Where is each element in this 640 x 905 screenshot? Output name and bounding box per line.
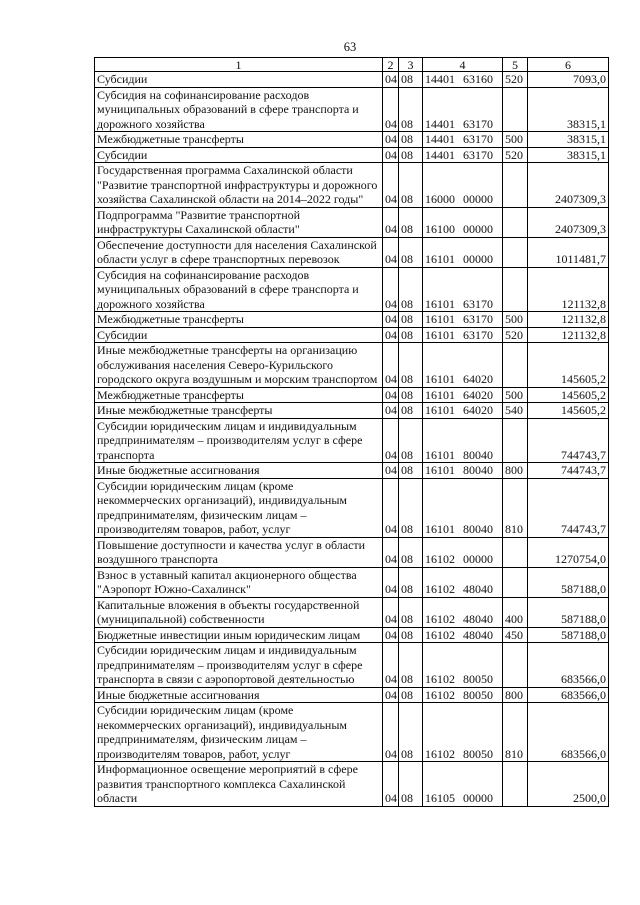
row-section-cell: 04 xyxy=(383,267,399,312)
row-expense-type-cell: 800 xyxy=(503,687,528,703)
table-row xyxy=(95,478,609,537)
row-subsection-cell: 08 xyxy=(399,627,423,643)
table-row xyxy=(95,87,609,132)
row-expense-type-cell xyxy=(503,537,528,567)
row-target-article-program: 16101 xyxy=(425,387,455,402)
row-subsection-cell: 08 xyxy=(399,478,423,537)
row-name-cell: Подпрограмма "Развитие транспортной инфраструктуры Сахалинской области" xyxy=(95,207,383,237)
table-row xyxy=(95,627,609,643)
row-name-cell: Субсидия на софинансирование расходов муниципальных образований в сфере транспорта и дорожного хозяйства xyxy=(95,87,383,132)
row-name-cell: Субсидия на софинансирование расходов муниципальных образований в сфере транспорта и дорожного хозяйства xyxy=(95,267,383,312)
row-target-article-direction: 63170 xyxy=(463,327,493,342)
row-target-article-direction: 64020 xyxy=(463,372,493,386)
row-section-cell: 04 xyxy=(383,762,399,807)
row-name-cell: Обеспечение доступности для населения Сахалинской области услуг в сфере транспортных перевозок xyxy=(95,237,383,267)
table-row xyxy=(95,687,609,703)
table-row xyxy=(95,72,609,88)
row-expense-type-cell xyxy=(503,343,528,388)
row-expense-type-cell xyxy=(503,643,528,688)
row-section-cell: 04 xyxy=(383,643,399,688)
row-name-cell: Иные межбюджетные трансферты на организацию обслуживания населения Северо-Курильского городского округа воздушным и морским транспортом xyxy=(95,343,383,388)
row-target-article-program: 16101 xyxy=(425,312,455,326)
row-section-cell: 04 xyxy=(383,327,399,343)
row-name-cell: Субсидии xyxy=(95,72,383,88)
row-target-article-direction: 63170 xyxy=(463,116,493,131)
row-expense-type-cell: 520 xyxy=(503,327,528,343)
row-target-article-cell xyxy=(423,537,503,567)
row-subsection-cell: 08 xyxy=(399,327,423,343)
row-subsection-cell: 08 xyxy=(399,87,423,132)
row-section-cell: 04 xyxy=(383,207,399,237)
row-target-article-program: 16105 xyxy=(425,791,455,805)
column-header: 6 xyxy=(528,58,609,72)
row-sum-cell: 1011481,7 xyxy=(528,237,609,267)
row-subsection-cell: 08 xyxy=(399,403,423,419)
row-expense-type-cell: 500 xyxy=(503,132,528,148)
row-subsection-cell: 08 xyxy=(399,207,423,237)
table-row xyxy=(95,567,609,597)
row-expense-type-cell: 450 xyxy=(503,627,528,643)
table-row xyxy=(95,147,609,163)
row-name-cell: Межбюджетные трансферты xyxy=(95,387,383,403)
row-section-cell: 04 xyxy=(383,72,399,88)
row-section-cell: 04 xyxy=(383,87,399,132)
row-target-article-direction: 80040 xyxy=(463,463,493,477)
row-sum-cell: 587188,0 xyxy=(528,597,609,627)
row-target-article-cell xyxy=(423,132,503,148)
row-sum-cell: 121132,8 xyxy=(528,267,609,312)
row-target-article-direction: 64020 xyxy=(463,403,493,417)
row-name-cell: Информационное освещение мероприятий в сфере развития транспортного комплекса Сахалинской области xyxy=(95,762,383,807)
row-target-article-cell xyxy=(423,687,503,703)
row-sum-cell: 744743,7 xyxy=(528,478,609,537)
row-name-cell: Иные межбюджетные трансферты xyxy=(95,403,383,419)
budget-table xyxy=(94,57,609,807)
table-header-row xyxy=(95,58,609,72)
row-target-article-cell xyxy=(423,343,503,388)
row-target-article-program: 16102 xyxy=(425,746,455,761)
row-target-article-cell xyxy=(423,627,503,643)
row-target-article-program: 14401 xyxy=(425,147,455,162)
row-target-article-program: 16100 xyxy=(425,222,455,236)
row-target-article-direction: 63170 xyxy=(463,312,493,326)
row-section-cell: 04 xyxy=(383,703,399,762)
row-target-article-program: 16101 xyxy=(425,372,455,386)
table-row xyxy=(95,207,609,237)
row-target-article-program: 14401 xyxy=(425,72,455,86)
row-name-cell: Бюджетные инвестиции иным юридическим лицам xyxy=(95,627,383,643)
table-row xyxy=(95,597,609,627)
row-section-cell: 04 xyxy=(383,147,399,163)
row-name-cell: Субсидии xyxy=(95,327,383,343)
row-target-article-direction: 00000 xyxy=(463,791,493,805)
table-row xyxy=(95,537,609,567)
row-target-article-cell xyxy=(423,567,503,597)
row-target-article-direction: 63170 xyxy=(463,296,493,311)
row-name-cell: Иные бюджетные ассигнования xyxy=(95,463,383,479)
row-sum-cell: 121132,8 xyxy=(528,312,609,328)
row-target-article-program: 14401 xyxy=(425,132,455,146)
page-number: 63 xyxy=(343,40,357,54)
row-target-article-cell xyxy=(423,762,503,807)
row-expense-type-cell: 400 xyxy=(503,597,528,627)
row-sum-cell: 121132,8 xyxy=(528,327,609,343)
row-name-cell: Государственная программа Сахалинской области "Развитие транспортной инфраструктуры и дорожного хозяйства Сахалинской области на 2014–2022 годы" xyxy=(95,163,383,208)
row-sum-cell: 38315,1 xyxy=(528,87,609,132)
column-header: 4 xyxy=(423,58,503,72)
row-section-cell: 04 xyxy=(383,597,399,627)
row-subsection-cell: 08 xyxy=(399,643,423,688)
row-target-article-direction: 48040 xyxy=(463,612,493,626)
row-target-article-direction: 80050 xyxy=(463,687,493,702)
row-expense-type-cell: 500 xyxy=(503,312,528,328)
row-subsection-cell: 08 xyxy=(399,463,423,479)
row-target-article-cell xyxy=(423,703,503,762)
row-section-cell: 04 xyxy=(383,687,399,703)
row-target-article-program: 16101 xyxy=(425,327,455,342)
row-target-article-direction: 00000 xyxy=(463,252,493,266)
column-header: 3 xyxy=(399,58,423,72)
row-subsection-cell: 08 xyxy=(399,387,423,403)
row-target-article-cell xyxy=(423,418,503,463)
row-section-cell: 04 xyxy=(383,478,399,537)
table-row xyxy=(95,643,609,688)
row-name-cell: Субсидии юридическим лицам и индивидуальным предпринимателям – производителям услуг в сфере транспорта в связи с аэропортовой деятельностью xyxy=(95,643,383,688)
row-expense-type-cell xyxy=(503,267,528,312)
row-subsection-cell: 08 xyxy=(399,267,423,312)
row-target-article-direction: 00000 xyxy=(463,222,493,236)
table-row xyxy=(95,403,609,419)
row-target-article-cell xyxy=(423,478,503,537)
row-section-cell: 04 xyxy=(383,132,399,148)
table-row xyxy=(95,463,609,479)
row-subsection-cell: 08 xyxy=(399,343,423,388)
row-section-cell: 04 xyxy=(383,237,399,267)
row-sum-cell: 683566,0 xyxy=(528,643,609,688)
row-name-cell: Межбюджетные трансферты xyxy=(95,132,383,148)
row-target-article-program: 16101 xyxy=(425,463,455,477)
row-subsection-cell: 08 xyxy=(399,537,423,567)
row-subsection-cell: 08 xyxy=(399,72,423,88)
row-expense-type-cell xyxy=(503,418,528,463)
row-name-cell: Иные бюджетные ассигнования xyxy=(95,687,383,703)
row-target-article-program: 16102 xyxy=(425,627,455,642)
row-section-cell: 04 xyxy=(383,312,399,328)
row-expense-type-cell: 800 xyxy=(503,463,528,479)
row-target-article-program: 16101 xyxy=(425,447,455,462)
table-row xyxy=(95,418,609,463)
row-name-cell: Субсидии юридическим лицам (кроме некоммерческих организаций), индивидуальным предпринимателям, физическим лицам – производителям товаров, работ, услуг xyxy=(95,478,383,537)
row-section-cell: 04 xyxy=(383,418,399,463)
row-name-cell: Повышение доступности и качества услуг в области воздушного транспорта xyxy=(95,537,383,567)
row-target-article-direction: 48040 xyxy=(463,627,493,642)
row-subsection-cell: 08 xyxy=(399,147,423,163)
row-name-cell: Капитальные вложения в объекты государственной (муниципальной) собственности xyxy=(95,597,383,627)
row-target-article-cell xyxy=(423,387,503,403)
row-target-article-program: 16102 xyxy=(425,582,455,596)
column-header: 5 xyxy=(503,58,528,72)
row-target-article-cell xyxy=(423,463,503,479)
row-subsection-cell: 08 xyxy=(399,418,423,463)
row-sum-cell: 744743,7 xyxy=(528,418,609,463)
row-subsection-cell: 08 xyxy=(399,163,423,208)
row-target-article-cell xyxy=(423,147,503,163)
row-name-cell: Межбюджетные трансферты xyxy=(95,312,383,328)
row-target-article-direction: 00000 xyxy=(463,552,493,566)
row-sum-cell: 587188,0 xyxy=(528,627,609,643)
row-expense-type-cell xyxy=(503,237,528,267)
row-target-article-direction: 80050 xyxy=(463,672,493,686)
row-subsection-cell: 08 xyxy=(399,687,423,703)
row-target-article-program: 16102 xyxy=(425,552,455,566)
row-sum-cell: 145605,2 xyxy=(528,403,609,419)
row-target-article-program: 16000 xyxy=(425,192,455,206)
row-target-article-cell xyxy=(423,597,503,627)
row-sum-cell: 1270754,0 xyxy=(528,537,609,567)
row-expense-type-cell xyxy=(503,567,528,597)
table-row xyxy=(95,267,609,312)
row-sum-cell: 145605,2 xyxy=(528,387,609,403)
row-sum-cell: 744743,7 xyxy=(528,463,609,479)
row-sum-cell: 2500,0 xyxy=(528,762,609,807)
row-sum-cell: 145605,2 xyxy=(528,343,609,388)
row-section-cell: 04 xyxy=(383,387,399,403)
table-row xyxy=(95,762,609,807)
row-subsection-cell: 08 xyxy=(399,597,423,627)
row-target-article-direction: 63170 xyxy=(463,147,493,162)
row-expense-type-cell xyxy=(503,163,528,208)
row-target-article-cell xyxy=(423,207,503,237)
row-sum-cell: 38315,1 xyxy=(528,147,609,163)
row-subsection-cell: 08 xyxy=(399,762,423,807)
row-section-cell: 04 xyxy=(383,463,399,479)
row-target-article-program: 14401 xyxy=(425,116,455,131)
row-sum-cell: 683566,0 xyxy=(528,703,609,762)
row-section-cell: 04 xyxy=(383,627,399,643)
row-expense-type-cell xyxy=(503,87,528,132)
table-row xyxy=(95,327,609,343)
row-name-cell: Субсидии xyxy=(95,147,383,163)
row-target-article-program: 16102 xyxy=(425,672,455,686)
row-section-cell: 04 xyxy=(383,343,399,388)
table-row xyxy=(95,237,609,267)
row-target-article-program: 16101 xyxy=(425,252,455,266)
row-target-article-cell xyxy=(423,237,503,267)
row-target-article-cell xyxy=(423,87,503,132)
table-row xyxy=(95,343,609,388)
row-sum-cell: 683566,0 xyxy=(528,687,609,703)
row-subsection-cell: 08 xyxy=(399,237,423,267)
table-row xyxy=(95,132,609,148)
row-subsection-cell: 08 xyxy=(399,703,423,762)
row-sum-cell: 2407309,3 xyxy=(528,163,609,208)
row-target-article-direction: 64020 xyxy=(463,387,493,402)
row-subsection-cell: 08 xyxy=(399,132,423,148)
row-target-article-cell xyxy=(423,312,503,328)
row-target-article-program: 16101 xyxy=(425,403,455,417)
row-expense-type-cell xyxy=(503,762,528,807)
row-sum-cell: 587188,0 xyxy=(528,567,609,597)
row-sum-cell: 7093,0 xyxy=(528,72,609,88)
row-target-article-program: 16101 xyxy=(425,522,455,536)
row-target-article-cell xyxy=(423,403,503,419)
column-header: 1 xyxy=(95,58,383,72)
row-target-article-cell xyxy=(423,327,503,343)
row-target-article-cell xyxy=(423,267,503,312)
row-target-article-program: 16102 xyxy=(425,687,455,702)
row-section-cell: 04 xyxy=(383,403,399,419)
table-row xyxy=(95,387,609,403)
row-target-article-direction: 63170 xyxy=(463,132,493,146)
table-row xyxy=(95,163,609,208)
row-target-article-direction: 48040 xyxy=(463,582,493,596)
row-expense-type-cell: 500 xyxy=(503,387,528,403)
row-name-cell: Субсидии юридическим лицам (кроме некоммерческих организаций), индивидуальным предпринимателям, физическим лицам – производителям товаров, работ, услуг xyxy=(95,703,383,762)
row-target-article-direction: 80040 xyxy=(463,522,493,536)
row-section-cell: 04 xyxy=(383,537,399,567)
row-expense-type-cell: 810 xyxy=(503,703,528,762)
column-header: 2 xyxy=(383,58,399,72)
row-expense-type-cell: 520 xyxy=(503,72,528,88)
row-sum-cell: 38315,1 xyxy=(528,132,609,148)
row-target-article-direction: 80040 xyxy=(463,447,493,462)
row-target-article-program: 16101 xyxy=(425,296,455,311)
row-target-article-cell xyxy=(423,163,503,208)
row-target-article-direction: 80050 xyxy=(463,746,493,761)
row-expense-type-cell xyxy=(503,207,528,237)
row-sum-cell: 2407309,3 xyxy=(528,207,609,237)
row-subsection-cell: 08 xyxy=(399,312,423,328)
row-name-cell: Взнос в уставный капитал акционерного общества "Аэропорт Южно-Сахалинск" xyxy=(95,567,383,597)
row-target-article-direction: 63160 xyxy=(463,72,493,86)
row-expense-type-cell: 810 xyxy=(503,478,528,537)
row-expense-type-cell: 520 xyxy=(503,147,528,163)
row-expense-type-cell: 540 xyxy=(503,403,528,419)
row-target-article-program: 16102 xyxy=(425,612,455,626)
row-section-cell: 04 xyxy=(383,163,399,208)
table-row xyxy=(95,312,609,328)
row-subsection-cell: 08 xyxy=(399,567,423,597)
row-name-cell: Субсидии юридическим лицам и индивидуальным предпринимателям – производителям услуг в сфере транспорта xyxy=(95,418,383,463)
table-row xyxy=(95,703,609,762)
row-section-cell: 04 xyxy=(383,567,399,597)
row-target-article-cell xyxy=(423,72,503,88)
row-target-article-cell xyxy=(423,643,503,688)
row-target-article-direction: 00000 xyxy=(463,192,493,206)
